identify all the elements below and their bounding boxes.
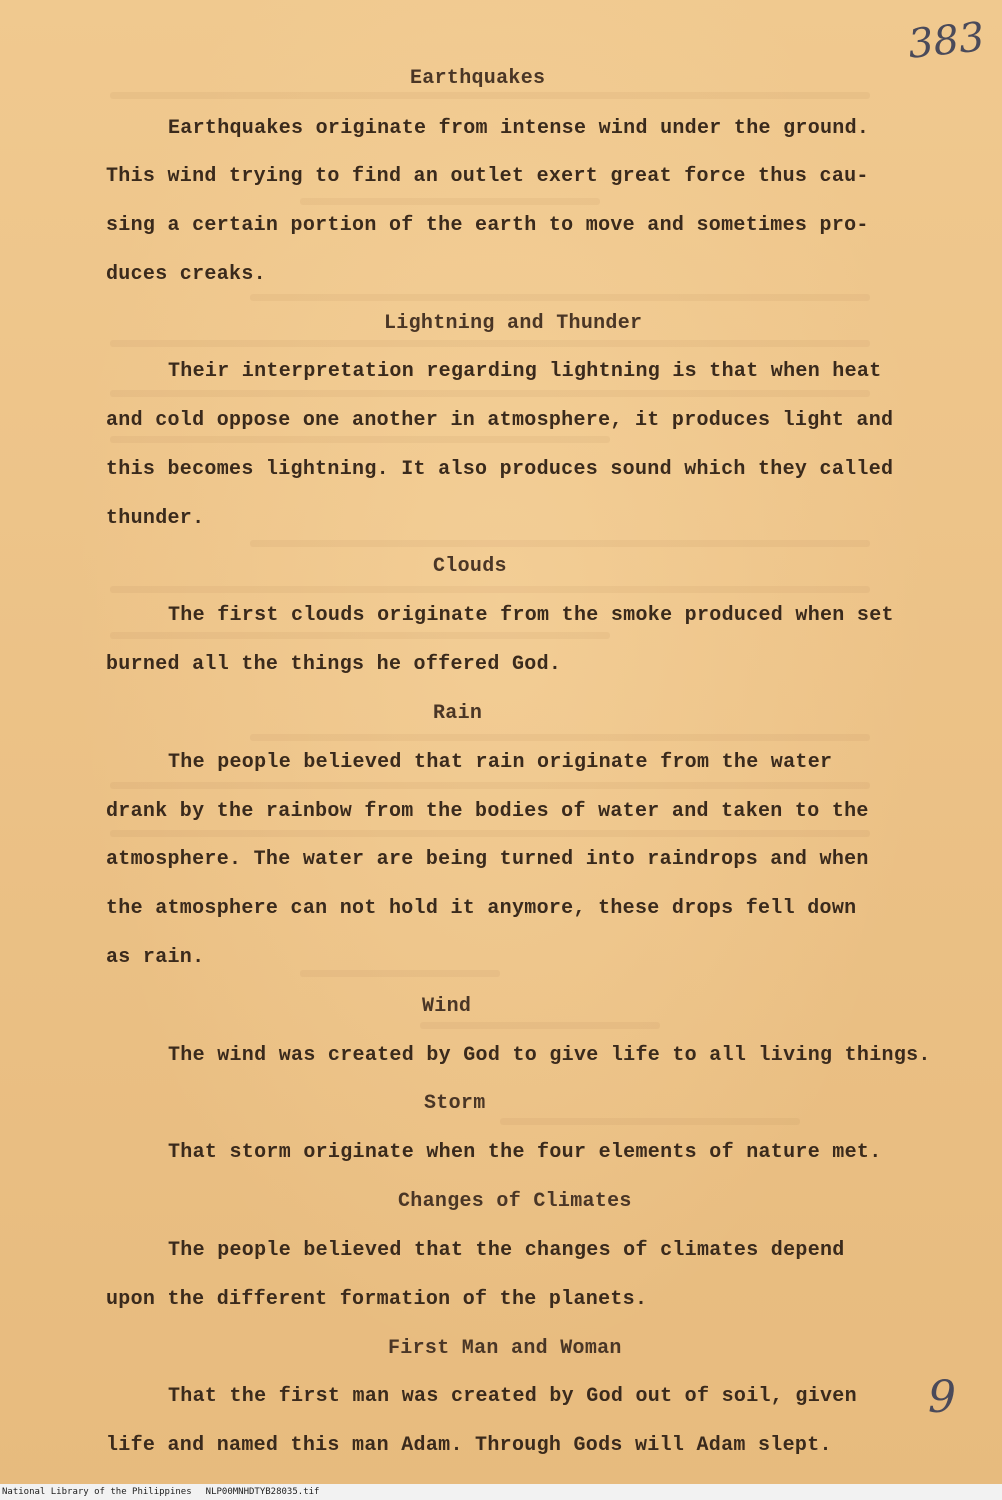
text-line: upon the different formation of the planets. [106,1288,648,1311]
text-line: That storm originate when the four elements of nature met. [168,1141,882,1164]
text-line: as rain. [106,946,205,969]
text-line: this becomes lightning. It also produces sound which they called [106,458,894,481]
heading-lightning-and-thunder: Lightning and Thunder [384,312,643,335]
text-line: This wind trying to find an outlet exert great force thus cau- [106,165,869,188]
heading-rain: Rain [433,702,483,725]
heading-earthquakes: Earthquakes [410,67,546,90]
text-line: thunder. [106,507,205,530]
text-line: drank by the rainbow from the bodies of water and taken to the [106,800,869,823]
heading-first-man-and-woman: First Man and Woman [388,1337,622,1360]
text-line: burned all the things he offered God. [106,653,562,676]
text-line: atmosphere. The water are being turned into raindrops and when [106,848,869,871]
text-line: and cold oppose one another in atmosphere, it produces light and [106,409,894,432]
heading-storm: Storm [424,1092,486,1115]
heading-clouds: Clouds [433,555,507,578]
heading-changes-of-climates: Changes of Climates [398,1190,632,1213]
text-line: sing a certain portion of the earth to move and sometimes pro- [106,214,869,237]
text-line: The people believed that rain originate from the water [168,751,833,774]
text-line: Their interpretation regarding lightning is that when heat [168,360,882,383]
text-line: That the first man was created by God out of soil, given [168,1385,857,1408]
text-line: duces creaks. [106,263,266,286]
text-line: The first clouds originate from the smoke produced when set [168,604,894,627]
footer-library: National Library of the Philippines [2,1487,192,1497]
scan-footer [0,1484,1002,1500]
heading-wind: Wind [422,995,472,1018]
text-line: life and named this man Adam. Through Gods will Adam slept. [106,1434,832,1457]
text-line: the atmosphere can not hold it anymore, these drops fell down [106,897,857,920]
footer-filename: NLP00MNHDTYB28035.tif [205,1487,320,1497]
text-line: Earthquakes originate from intense wind under the ground. [168,117,870,140]
handwritten-margin-mark: 9 [928,1372,956,1423]
text-line: The people believed that the changes of climates depend [168,1239,845,1262]
text-line: The wind was created by God to give life to all living things. [168,1044,931,1067]
handwritten-page-number: 383 [905,14,987,68]
